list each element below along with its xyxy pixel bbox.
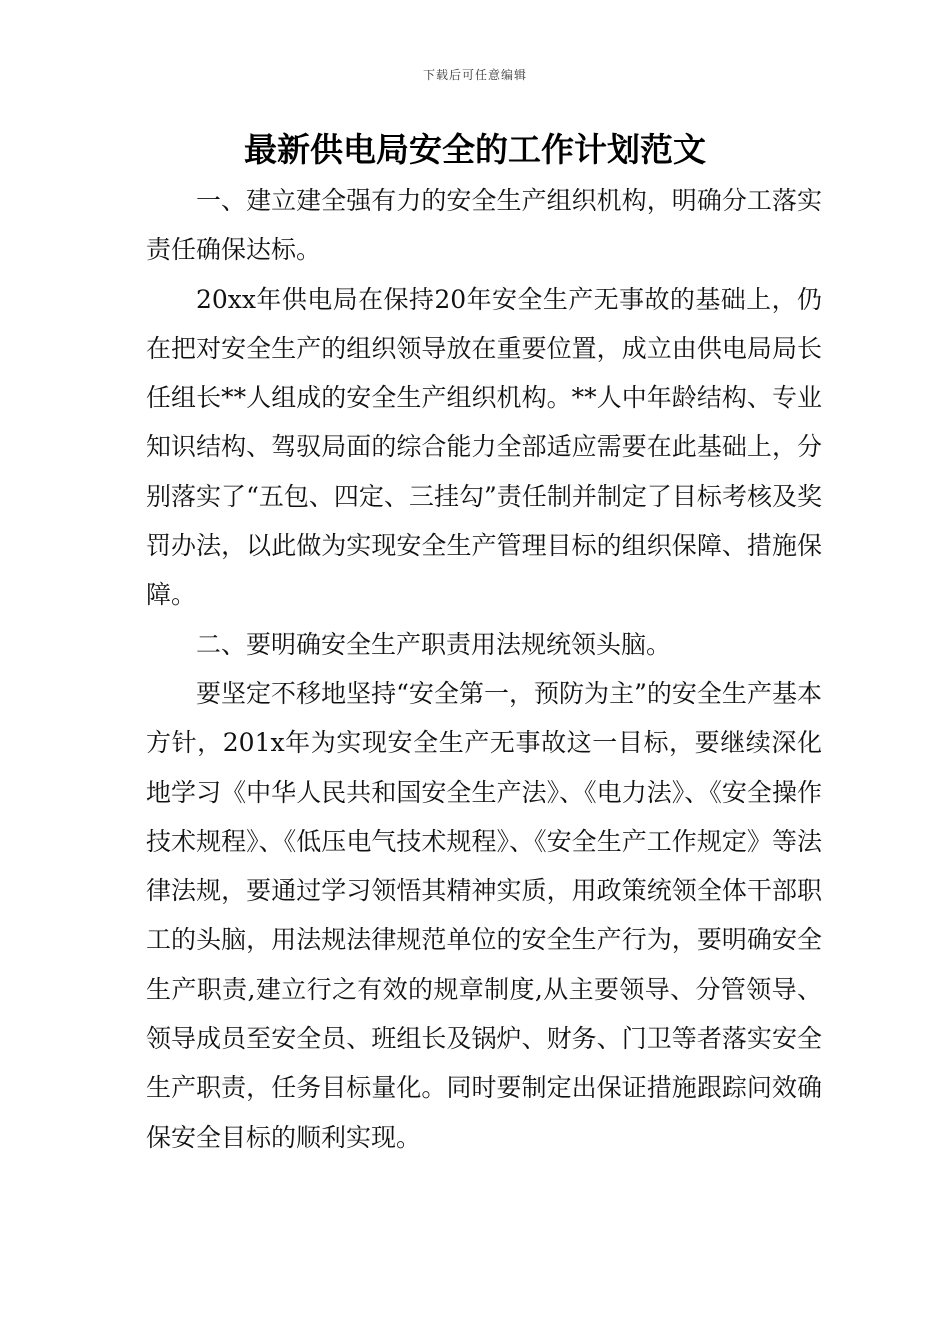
header-note: 下载后可任意编辑 xyxy=(422,68,527,82)
paragraph-section-one-body: 20xx年供电局在保持20年安全生产无事故的基础上，仍在把对安全生产的组织领导放在重要位置，成立由供电局局长任组长**人组成的安全生产组织机构。**人中年龄结构、专业知识结构、驾驭局面的综合能力全部适应需要在此基础上，分别落实了“五包、四定、三挂勾”责任制并制定了目标考核及奖罚办法，以此做为实现安全生产管理目标的组织保障、措施保障。 xyxy=(146,284,822,610)
document-title: 最新供电局安全的工作计划范文 xyxy=(244,130,706,169)
document-body xyxy=(146,176,822,1162)
paragraph-section-two-heading: 二、要明确安全生产职责用法规统领头脑。 xyxy=(196,629,672,659)
paragraph-section-one-heading: 一、建立建全强有力的安全生产组织机构，明确分工落实责任确保达标。 xyxy=(146,186,822,265)
paragraph-section-two-body: 要坚定不移地坚持“安全第一，预防为主”的安全生产基本方针，201x年为实现安全生产无事故这一目标，要继续深化地学习《中华人民共和国安全生产法》、《电力法》、《安全操作技术规程》、《低压电气技术规程》、《安全生产工作规定》等法律法规，要通过学习领悟其精神实质，用政策统领全体干部职工的头脑，用法规法律规范单位的安全生产行为，要明确安全生产职责,建立行之有效的规章制度,从主要领导、分管领导、领导成员至安全员、班组长及锅炉、财务、门卫等者落实安全生产职责，任务目标量化。同时要制定出保证措施跟踪问效确保安全目标的顺利实现。 xyxy=(146,678,822,1152)
